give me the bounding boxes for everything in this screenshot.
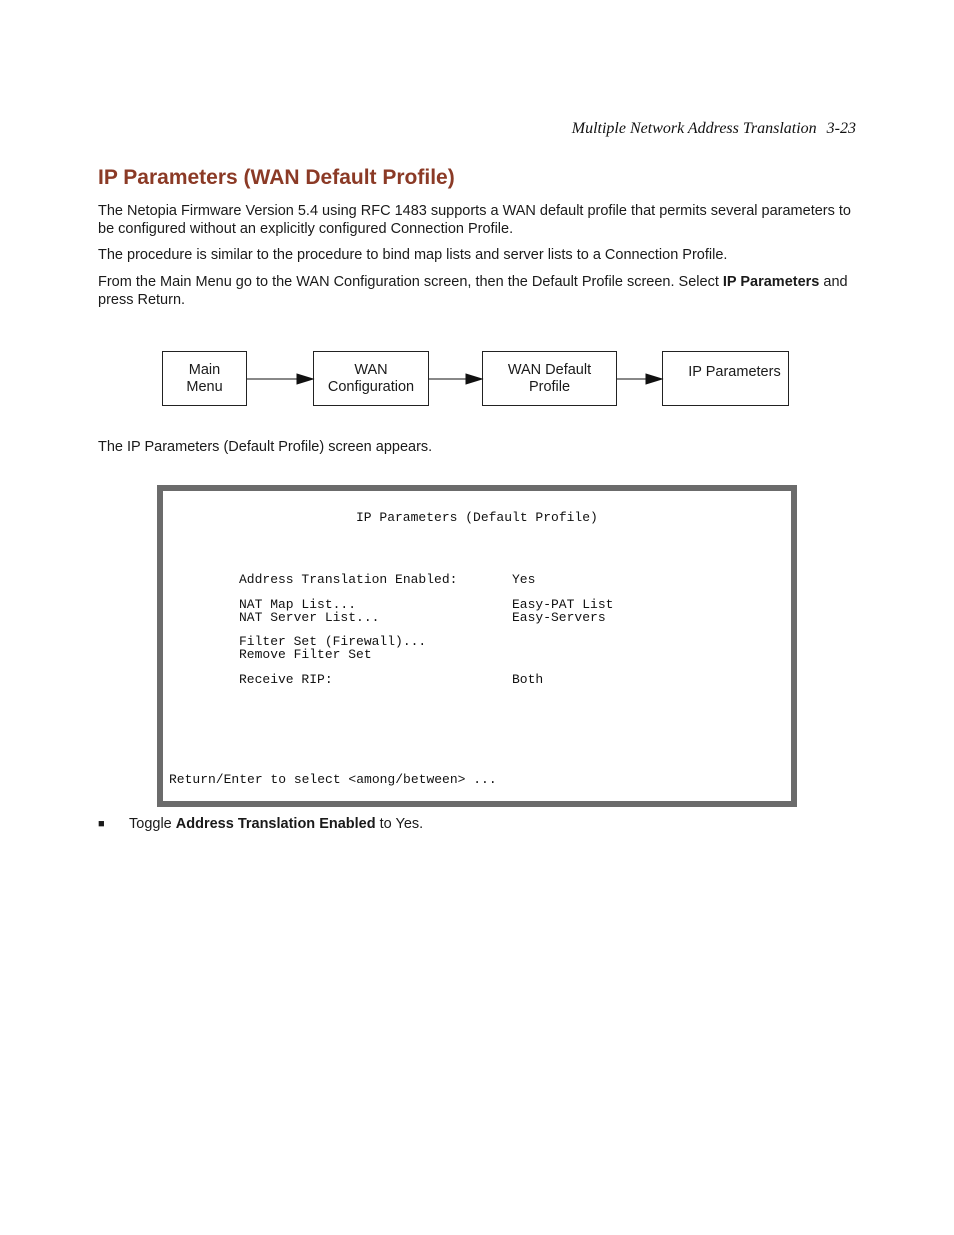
terminal-footer-hint: Return/Enter to select <among/between> ... [169, 772, 497, 787]
nat-map-list-option[interactable]: NAT Map List... [239, 597, 357, 612]
flow-step-label: WAN Default Profile [507, 361, 592, 395]
terminal-screen [157, 485, 797, 807]
flow-arrowhead-3 [646, 374, 662, 384]
page-number: 3-23 [826, 120, 856, 137]
receive-rip-option[interactable]: Receive RIP: [239, 672, 333, 687]
remove-filter-set-option[interactable]: Remove Filter Set [239, 647, 372, 662]
intro-paragraph: The Netopia Firmware Version 5.4 using RFC 1483 supports a WAN default profile that permits several parameters to be configured without an explicitly configured Connection Profile. [98, 203, 851, 237]
flow-step-label: IP Parameters [688, 364, 781, 380]
flow-step-label: WAN Configuration [327, 361, 415, 395]
navigation-text-end: and press Return. [98, 274, 848, 308]
running-title: Multiple Network Address Translation [571, 120, 817, 137]
procedure-paragraph: The procedure is similar to the procedure to bind map lists and server lists to a Connection Profile. [98, 247, 728, 263]
address-translation-option[interactable]: Address Translation Enabled: [239, 572, 458, 587]
flow-step-label: Main Menu [186, 361, 223, 395]
receive-rip-value[interactable]: Both [512, 672, 544, 687]
flow-arrowhead-2 [466, 374, 482, 384]
screen-appears-paragraph: The IP Parameters (Default Profile) screen appears. [98, 439, 433, 455]
address-translation-value[interactable]: Yes [512, 572, 536, 587]
bullet-text-end: to Yes. [375, 816, 424, 832]
nat-map-list-value: Easy-PAT List [512, 597, 614, 612]
terminal-title: IP Parameters (Default Profile) [356, 510, 598, 525]
section-title: IP Parameters (WAN Default Profile) [98, 166, 455, 189]
filter-set-option[interactable]: Filter Set (Firewall)... [239, 634, 427, 649]
bullet-square-icon: ■ [98, 818, 105, 830]
bullet-text-start: Toggle [129, 816, 176, 832]
navigation-emphasis: IP Parameters [722, 274, 820, 290]
nat-server-list-option[interactable]: NAT Server List... [239, 610, 380, 625]
bullet-text [129, 815, 423, 833]
navigation-text-start: From the Main Menu go to the WAN Configuration screen, then the Default Profile screen. Select [98, 274, 723, 290]
nat-server-list-value: Easy-Servers [512, 610, 606, 625]
flow-arrowhead-1 [297, 374, 313, 384]
bullet-emphasis: Address Translation Enabled [175, 816, 376, 832]
